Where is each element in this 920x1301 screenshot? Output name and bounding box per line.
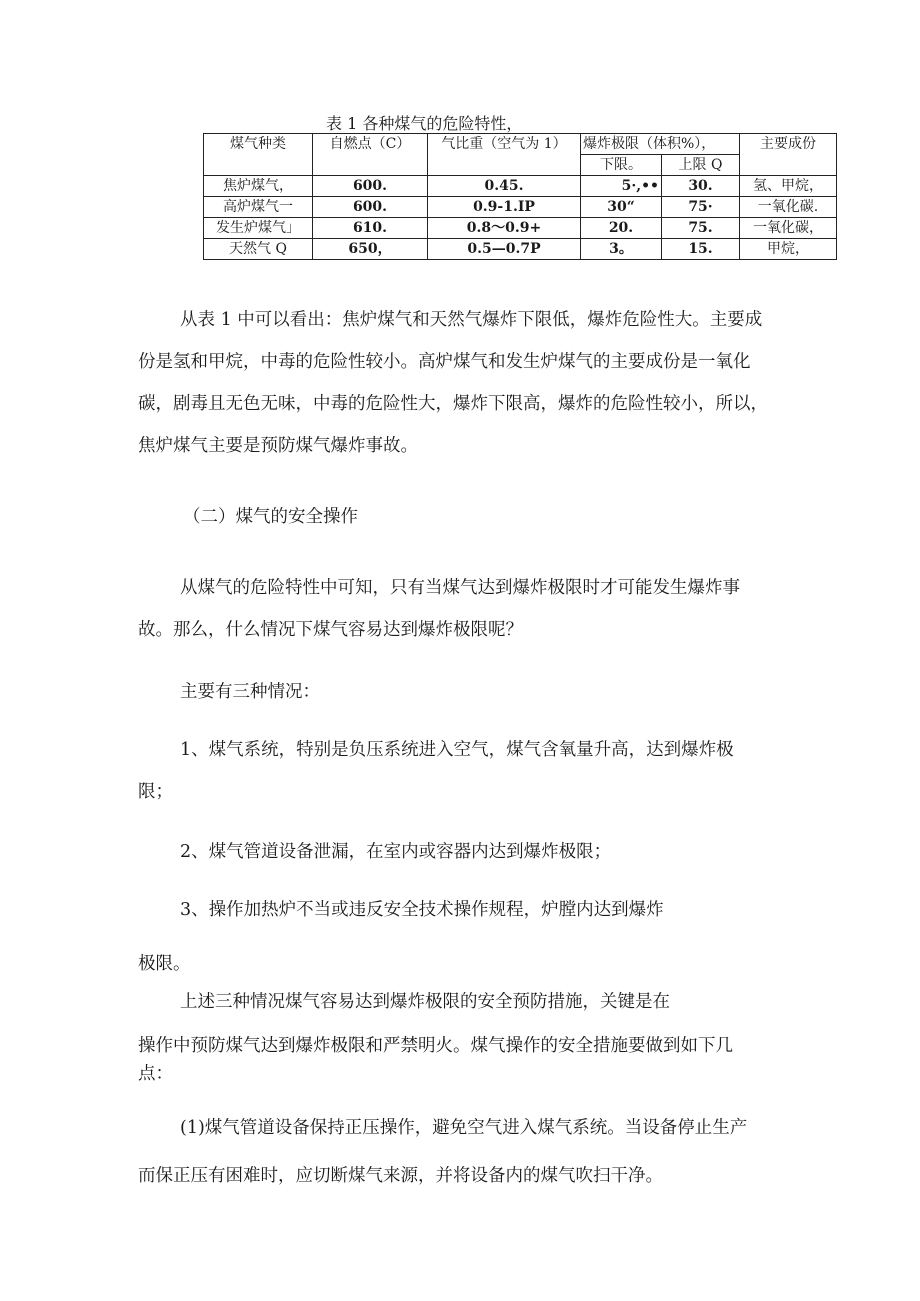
cell-gravity: 0.8～0.9+ — [428, 218, 581, 239]
header-ignition: 自燃点（C） — [313, 134, 428, 176]
table-caption: 表 1 各种煤气的危险特性， — [326, 114, 523, 133]
paragraph-line: (1)煤气管道设备保持正压操作，避免空气进入煤气系统。当设备停止生产 — [180, 1118, 748, 1138]
header-type: 煤气种类 — [204, 134, 313, 176]
paragraph-line: 主要有三种情况： — [180, 682, 320, 702]
header-lower: 下限。 — [581, 155, 662, 176]
cell-ignition: 650， — [313, 239, 428, 260]
table-row — [204, 197, 837, 218]
cell-component: 甲烷， — [740, 239, 837, 260]
gas-hazard-table — [203, 133, 837, 260]
cell-type: 发生炉煤气」 — [204, 218, 313, 239]
paragraph-line: 而保正压有困难时，应切断煤气来源，并将设备内的煤气吹扫干净。 — [138, 1166, 663, 1186]
paragraph-line: 操作中预防煤气达到爆炸极限和严禁明火。煤气操作的安全措施要做到如下几 — [138, 1036, 733, 1056]
header-gravity: 气比重（空气为 1） — [428, 134, 581, 176]
table-header-row — [204, 134, 837, 155]
paragraph-line: 故。那么，什么情况下煤气容易达到爆炸极限呢？ — [138, 620, 523, 640]
cell-type: 高炉煤气一 — [204, 197, 313, 218]
cell-upper: 15. — [662, 239, 740, 260]
cell-component: 一氧化碳. — [740, 197, 837, 218]
paragraph-line: 上述三种情况煤气容易达到爆炸极限的安全预防措施，关键是在 — [180, 992, 670, 1012]
cell-lower: 5·,•• — [581, 176, 662, 197]
cell-upper: 75. — [662, 218, 740, 239]
cell-ignition: 610. — [313, 218, 428, 239]
cell-lower: 20. — [581, 218, 662, 239]
list-item-3-cont: 极限。 — [138, 954, 191, 974]
header-limit: 爆炸极限（体积%）， — [581, 134, 740, 155]
cell-upper: 75· — [662, 197, 740, 218]
section-heading: （二）煤气的安全操作 — [183, 507, 358, 527]
paragraph-line: 焦炉煤气主要是预防煤气爆炸事故。 — [138, 436, 418, 456]
list-item-2: 2、煤气管道设备泄漏，在室内或容器内达到爆炸极限； — [180, 842, 612, 862]
cell-component: 一氧化碳， — [740, 218, 837, 239]
cell-type: 焦炉煤气， — [204, 176, 313, 197]
paragraph-line: 点： — [138, 1064, 173, 1084]
table-row — [204, 218, 837, 239]
paragraph-line: 份是氢和甲烷，中毒的危险性较小。高炉煤气和发生炉煤气的主要成份是一氧化 — [138, 352, 751, 372]
cell-gravity: 0.5—0.7P — [428, 239, 581, 260]
list-item-3: 3、操作加热炉不当或违反安全技术操作规程，炉膛内达到爆炸 — [180, 900, 664, 920]
paragraph-line: 从煤气的危险特性中可知，只有当煤气达到爆炸极限时才可能发生爆炸事 — [180, 578, 740, 598]
table-row — [204, 176, 837, 197]
cell-gravity: 0.9-1.IP — [428, 197, 581, 218]
header-upper: 上限 Q — [662, 155, 740, 176]
cell-type: 天然气 Q — [204, 239, 313, 260]
cell-ignition: 600. — [313, 176, 428, 197]
cell-component: 氢、甲烷， — [740, 176, 837, 197]
list-item-1: 1、煤气系统，特别是负压系统进入空气，煤气含氧量升高，达到爆炸极 — [180, 740, 734, 760]
list-item-1-cont: 限； — [138, 782, 173, 802]
cell-lower: 30“ — [581, 197, 662, 218]
cell-lower: 3。 — [581, 239, 662, 260]
paragraph-line: 从表 1 中可以看出：焦炉煤气和天然气爆炸下限低，爆炸危险性大。主要成 — [180, 310, 763, 330]
cell-upper: 30. — [662, 176, 740, 197]
paragraph-line: 碳，剧毒且无色无味，中毒的危险性大，爆炸下限高，爆炸的危险性较小，所以， — [138, 394, 768, 414]
header-component: 主要成份 — [740, 134, 837, 176]
cell-gravity: 0.45. — [428, 176, 581, 197]
table-row — [204, 239, 837, 260]
cell-ignition: 600. — [313, 197, 428, 218]
